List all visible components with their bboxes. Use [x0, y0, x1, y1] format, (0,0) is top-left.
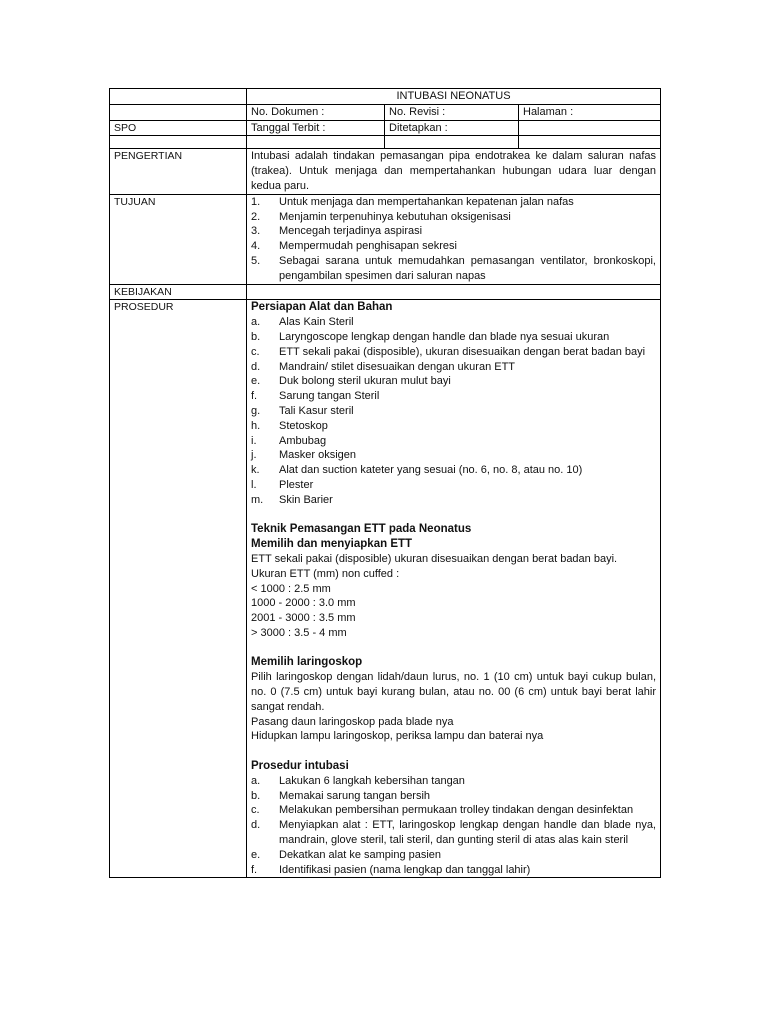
- list-item: [251, 330, 656, 345]
- list-marker: g.: [251, 404, 261, 417]
- list-item: [251, 419, 656, 434]
- list-item: [251, 478, 656, 493]
- spacer-row: [110, 136, 661, 149]
- list-item: [251, 448, 656, 463]
- list-marker: 1.: [251, 195, 261, 208]
- list-marker: h.: [251, 419, 261, 432]
- laringoskop-heading: Memilih laringoskop: [251, 656, 363, 669]
- list-item-text: Plester: [279, 478, 314, 491]
- empty-cell: [247, 136, 385, 149]
- tujuan-list: [251, 195, 656, 284]
- list-marker: k.: [251, 464, 260, 477]
- list-item-text: ETT sekali pakai (disposible), ukuran disesuaikan dengan berat badan bayi: [279, 345, 646, 358]
- list-marker: 4.: [251, 240, 261, 253]
- list-item-text: Alas Kain Steril: [279, 316, 354, 329]
- spo-document: [109, 88, 660, 878]
- list-item: [251, 239, 656, 254]
- empty-cell: [110, 136, 247, 149]
- list-item-text: Stetoskop: [279, 419, 328, 432]
- prosedur-label: PROSEDUR: [110, 300, 247, 878]
- empty-cell: [519, 136, 661, 149]
- teknik-heading: Teknik Pemasangan ETT pada Neonatus: [251, 523, 472, 536]
- tujuan-content: [247, 194, 661, 284]
- list-marker: b.: [251, 330, 261, 343]
- ett-text: ETT sekali pakai (disposible) ukuran disesuaikan dengan berat badan bayi.: [251, 552, 618, 565]
- list-item-text: Menyiapkan alat : ETT, laringoskop lengkap dengan handle dan blade nya, mandrain, glove steril, tali steril, dan gunting steril di atas alas kain steril: [279, 819, 656, 847]
- list-item: [251, 493, 656, 508]
- list-item-text: Sebagai sarana untuk memudahkan pemasangan ventilator, bronkoskopi, pengambilan spesimen dari saluran napas: [279, 254, 656, 282]
- list-item: [251, 848, 656, 863]
- list-marker: a.: [251, 316, 261, 329]
- tanggal-terbit-label: Tanggal Terbit :: [247, 120, 385, 136]
- ett-size-list: [251, 567, 656, 641]
- kebijakan-label: KEBIJAKAN: [110, 284, 247, 300]
- list-item: [251, 210, 656, 225]
- list-item: [251, 404, 656, 419]
- empty-cell: [519, 120, 661, 136]
- doc-info-row: [110, 104, 661, 120]
- list-item: [251, 789, 656, 804]
- list-item: [251, 195, 656, 210]
- list-item: [251, 818, 656, 848]
- text-line: Hidupkan lampu laringoskop, periksa lampu dan baterai nya: [251, 730, 544, 743]
- list-item-text: Lakukan 6 langkah kebersihan tangan: [279, 774, 465, 787]
- list-marker: j.: [251, 449, 257, 462]
- no-dokumen-label: No. Dokumen :: [247, 104, 385, 120]
- list-marker: f.: [251, 390, 258, 403]
- list-item: [251, 374, 656, 389]
- tujuan-label: TUJUAN: [110, 194, 247, 284]
- list-marker: f.: [251, 863, 258, 876]
- list-item-text: Skin Barier: [279, 493, 333, 506]
- spo-row: [110, 120, 661, 136]
- list-item-text: Mempermudah penghisapan sekresi: [279, 240, 457, 253]
- list-item: [251, 224, 656, 239]
- ditetapkan-label: Ditetapkan :: [385, 120, 519, 136]
- list-item: [251, 463, 656, 478]
- laringoskop-steps: [251, 715, 656, 745]
- text-line: < 1000 : 2.5 mm: [251, 582, 331, 595]
- empty-cell: [110, 89, 247, 105]
- list-item-text: Laryngoscope lengkap dengan handle dan blade nya sesuai ukuran: [279, 330, 610, 343]
- list-item-text: Melakukan pembersihan permukaan trolley tindakan dengan desinfektan: [279, 804, 634, 817]
- list-item-text: Menjamin terpenuhinya kebutuhan oksigenisasi: [279, 210, 511, 223]
- list-item-text: Duk bolong steril ukuran mulut bayi: [279, 375, 451, 388]
- list-marker: d.: [251, 360, 261, 373]
- text-line: Ukuran ETT (mm) non cuffed :: [251, 567, 400, 580]
- empty-cell: [385, 136, 519, 149]
- intubasi-heading: Prosedur intubasi: [251, 760, 349, 773]
- kebijakan-content: [247, 284, 661, 300]
- list-item-text: Memakai sarung tangan bersih: [279, 789, 431, 802]
- halaman-label: Halaman :: [519, 104, 661, 120]
- list-marker: l.: [251, 478, 257, 491]
- pengertian-row: [110, 149, 661, 194]
- list-item: [251, 774, 656, 789]
- no-revisi-label: No. Revisi :: [385, 104, 519, 120]
- list-item-text: Ambubag: [279, 434, 327, 447]
- document-title: INTUBASI NEONATUS: [247, 89, 661, 105]
- list-marker: e.: [251, 375, 261, 388]
- pengertian-label: PENGERTIAN: [110, 149, 247, 194]
- list-item-text: Masker oksigen: [279, 449, 357, 462]
- list-item-text: Mencegah terjadinya aspirasi: [279, 225, 423, 238]
- text-line: 2001 - 3000 : 3.5 mm: [251, 612, 356, 625]
- list-marker: 5.: [251, 254, 261, 267]
- list-marker: 2.: [251, 210, 261, 223]
- list-item: [251, 434, 656, 449]
- list-marker: d.: [251, 819, 261, 832]
- list-marker: a.: [251, 774, 261, 787]
- list-item-text: Dekatkan alat ke samping pasien: [279, 848, 442, 861]
- list-item-text: Identifikasi pasien (nama lengkap dan tanggal lahir): [279, 863, 531, 876]
- prosedur-content: [247, 300, 661, 878]
- title-row: [110, 89, 661, 105]
- spo-label: SPO: [110, 120, 247, 136]
- list-marker: i.: [251, 434, 257, 447]
- list-marker: c.: [251, 345, 260, 358]
- list-item: [251, 254, 656, 284]
- text-line: > 3000 : 3.5 - 4 mm: [251, 626, 347, 639]
- list-marker: b.: [251, 789, 261, 802]
- list-item-text: Alat dan suction kateter yang sesuai (no. 6, no. 8, atau no. 10): [279, 464, 583, 477]
- list-item-text: Tali Kasur steril: [279, 404, 354, 417]
- list-marker: e.: [251, 848, 261, 861]
- laringoskop-text: Pilih laringoskop dengan lidah/daun lurus, no. 1 (10 cm) untuk bayi cukup bulan, no. 0 (7.5 cm) untuk bayi kurang bulan, atau no. 00 (6 cm) untuk bayi berat lahir sangat rendah.: [251, 671, 656, 713]
- list-item: [251, 315, 656, 330]
- list-marker: c.: [251, 804, 260, 817]
- empty-cell: [110, 104, 247, 120]
- list-item-text: Mandrain/ stilet disesuaikan dengan ukuran ETT: [279, 360, 516, 373]
- list-item-text: Sarung tangan Steril: [279, 390, 380, 403]
- list-item: [251, 803, 656, 818]
- memilih-ett-heading: Memilih dan menyiapkan ETT: [251, 538, 413, 551]
- text-line: Pasang daun laringoskop pada blade nya: [251, 715, 454, 728]
- list-marker: 3.: [251, 225, 261, 238]
- persiapan-list: [251, 315, 656, 507]
- intubasi-list: [251, 774, 656, 878]
- prosedur-row: [110, 300, 661, 878]
- pengertian-text: Intubasi adalah tindakan pemasangan pipa endotrakea ke dalam saluran nafas (trakea). Untuk menjaga dan mempertahankan hubungan udara luar dengan kedua paru.: [247, 149, 661, 194]
- spo-table: [109, 88, 661, 878]
- list-item: [251, 345, 656, 360]
- kebijakan-row: [110, 284, 661, 300]
- list-item: [251, 389, 656, 404]
- text-line: 1000 - 2000 : 3.0 mm: [251, 597, 356, 610]
- list-item: [251, 360, 656, 375]
- list-marker: m.: [251, 493, 264, 506]
- list-item: [251, 863, 656, 878]
- tujuan-row: [110, 194, 661, 284]
- persiapan-heading: Persiapan Alat dan Bahan: [251, 301, 393, 314]
- list-item-text: Untuk menjaga dan mempertahankan kepatenan jalan nafas: [279, 195, 574, 208]
